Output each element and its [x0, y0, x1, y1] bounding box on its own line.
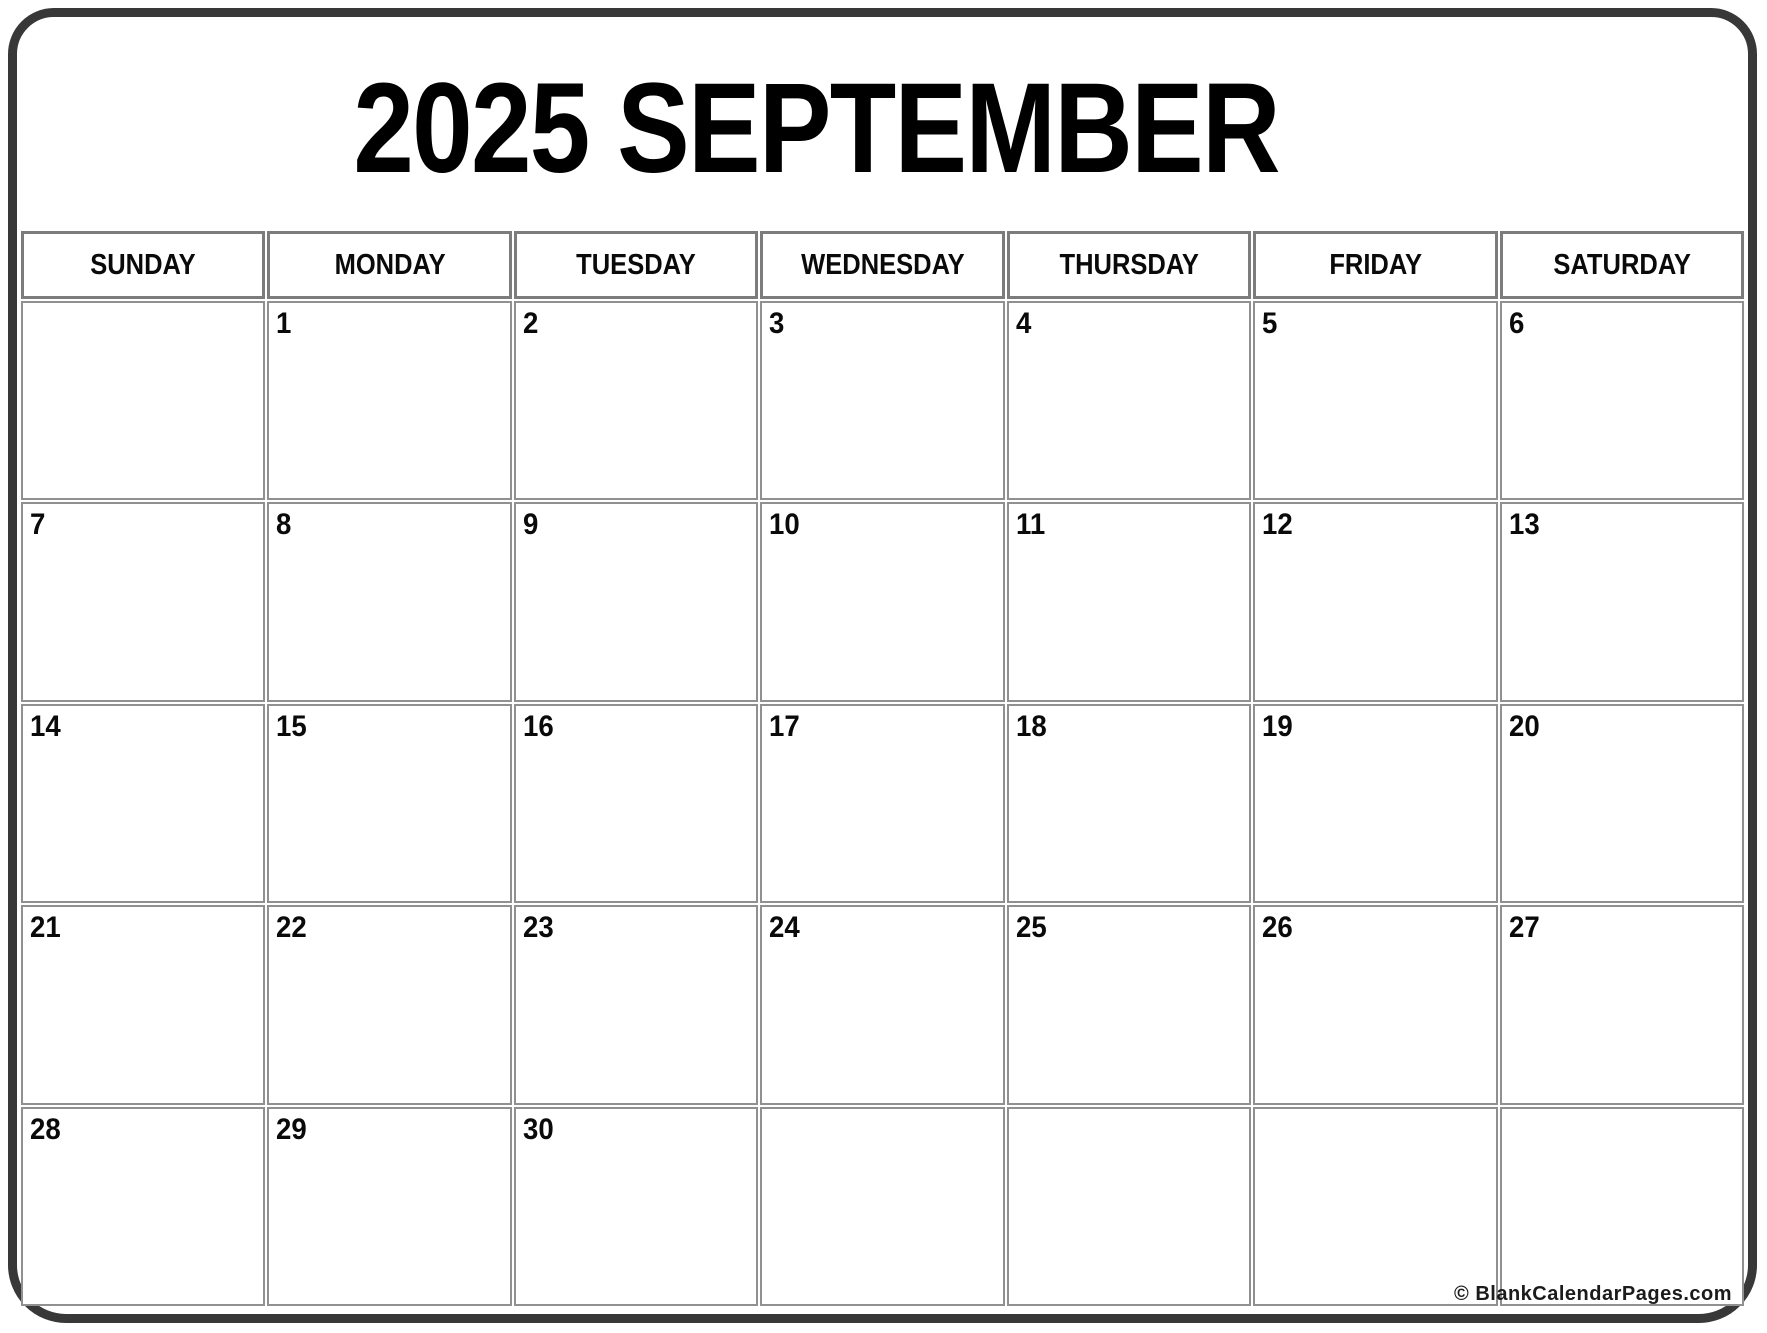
day-cell	[1253, 301, 1497, 500]
day-number: 12	[1262, 508, 1293, 542]
day-cell	[1253, 704, 1497, 903]
day-number: 2	[522, 307, 539, 340]
day-number: 1	[276, 307, 292, 340]
day-number: 17	[769, 709, 800, 743]
day-number: 21	[30, 911, 61, 945]
day-cell	[267, 704, 511, 903]
day-cell	[760, 704, 1004, 903]
day-cell	[1007, 905, 1251, 1104]
day-cell	[1500, 301, 1744, 500]
day-number: 8	[276, 508, 292, 542]
day-cell	[21, 704, 265, 903]
day-cell	[760, 905, 1004, 1104]
day-number: 26	[1262, 911, 1293, 945]
day-cell	[514, 1107, 758, 1306]
day-number: 20	[1508, 709, 1540, 743]
day-header-label: MONDAY	[334, 248, 446, 281]
day-number: 18	[1015, 709, 1047, 743]
day-cell	[514, 502, 758, 701]
day-number: 22	[276, 911, 308, 945]
day-number: 5	[1262, 307, 1278, 340]
day-cell	[1007, 1107, 1251, 1306]
day-cell	[21, 502, 265, 701]
day-header-tuesday	[514, 231, 758, 299]
day-number: 4	[1015, 307, 1032, 340]
day-header-friday	[1253, 231, 1497, 299]
day-number: 16	[522, 709, 554, 743]
day-cell	[1007, 301, 1251, 500]
day-number: 7	[30, 508, 46, 542]
day-cell	[760, 301, 1004, 500]
day-number: 25	[1015, 911, 1047, 945]
day-cell	[1500, 704, 1744, 903]
day-number: 15	[276, 709, 308, 743]
day-cell	[1500, 1107, 1744, 1306]
day-header-label: THURSDAY	[1059, 248, 1199, 281]
day-number: 11	[1015, 508, 1045, 542]
copyright-watermark: © BlankCalendarPages.com	[1454, 1283, 1732, 1305]
day-header-label: TUESDAY	[576, 248, 696, 281]
day-number: 9	[522, 508, 539, 542]
day-number: 6	[1508, 307, 1524, 340]
day-header-label: SATURDAY	[1552, 248, 1691, 281]
day-cell	[1500, 905, 1744, 1104]
day-cell	[267, 1107, 511, 1306]
day-cell	[267, 502, 511, 701]
day-cell	[21, 905, 265, 1104]
day-cell	[1253, 905, 1497, 1104]
day-cell	[1253, 1107, 1497, 1306]
day-cell	[1007, 502, 1251, 701]
week-row-4	[21, 905, 1744, 1104]
day-cell	[21, 301, 265, 500]
day-cell	[21, 1107, 265, 1306]
day-header-wednesday	[760, 231, 1004, 299]
day-number: 13	[1508, 508, 1540, 542]
title-area	[17, 17, 1748, 229]
week-row-1	[21, 301, 1744, 500]
calendar-grid	[19, 229, 1746, 1308]
day-header-label: SUNDAY	[90, 248, 196, 281]
day-number: 10	[769, 508, 800, 542]
day-cell	[1253, 502, 1497, 701]
day-number: 30	[522, 1112, 554, 1146]
page-frame	[8, 8, 1757, 1323]
day-header-sunday	[21, 231, 265, 299]
day-number: 14	[30, 709, 61, 743]
day-number: 24	[769, 911, 800, 945]
day-header-thursday	[1007, 231, 1251, 299]
day-cell	[514, 704, 758, 903]
day-header-saturday	[1500, 231, 1744, 299]
day-number: 19	[1262, 709, 1293, 743]
day-cell	[1007, 704, 1251, 903]
day-header-label: FRIDAY	[1328, 248, 1422, 281]
day-cell	[1500, 502, 1744, 701]
day-cell	[514, 301, 758, 500]
day-header-monday	[267, 231, 511, 299]
day-header-row	[21, 231, 1744, 299]
day-cell	[267, 301, 511, 500]
day-number: 3	[769, 307, 785, 340]
day-cell	[514, 905, 758, 1104]
day-header-label: WEDNESDAY	[800, 248, 965, 281]
day-number: 27	[1508, 911, 1540, 945]
week-row-5	[21, 1107, 1744, 1306]
week-row-2	[21, 502, 1744, 701]
day-number: 28	[30, 1112, 61, 1146]
page-title: 2025 SEPTEMBER	[353, 56, 1279, 200]
day-cell	[760, 1107, 1004, 1306]
day-number: 29	[276, 1112, 308, 1146]
day-number: 23	[522, 911, 554, 945]
day-cell	[267, 905, 511, 1104]
week-row-3	[21, 704, 1744, 903]
day-cell	[760, 502, 1004, 701]
